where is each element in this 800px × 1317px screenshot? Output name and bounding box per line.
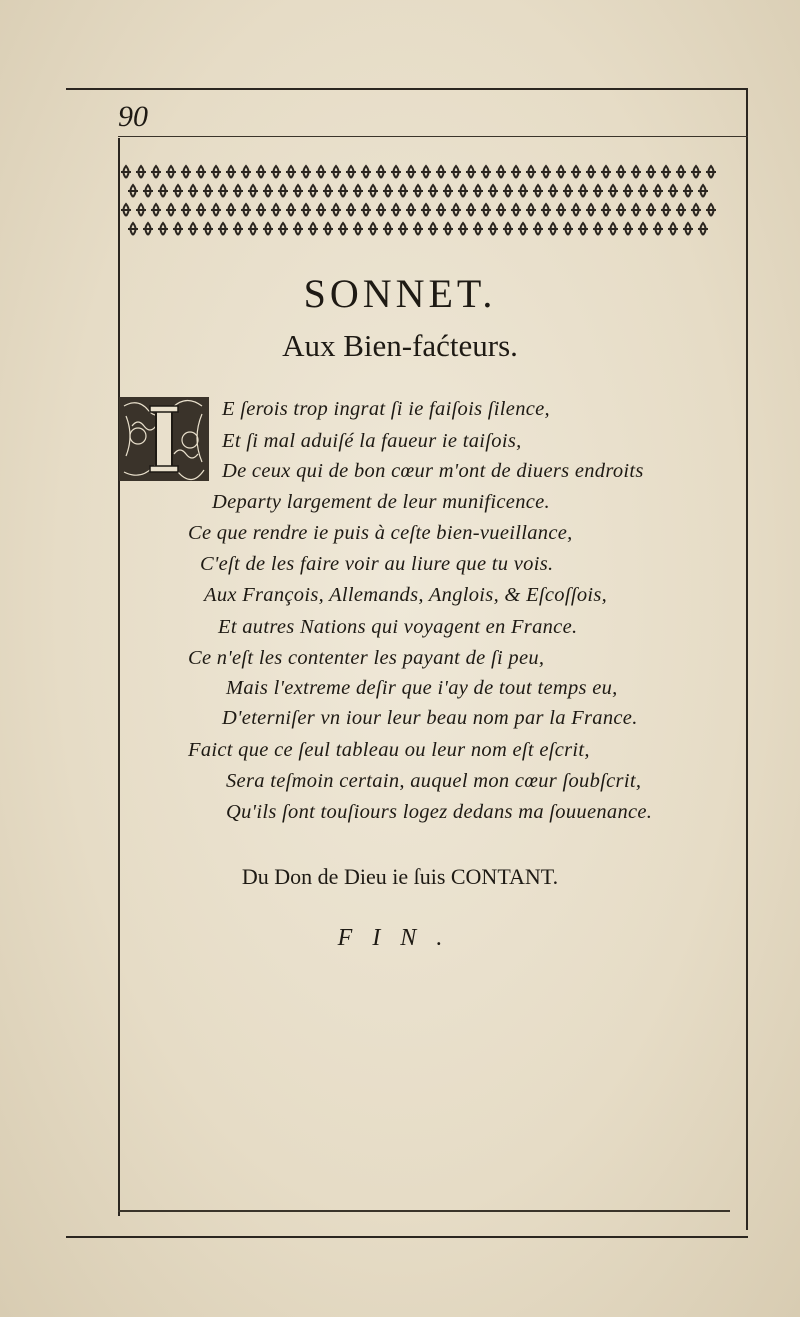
sonnet-line: Ce n'eſt les contenter les payant de ſi peu, <box>188 647 545 669</box>
sonnet-line: De ceux qui de bon cœur m'ont de diuers endroits <box>222 460 644 482</box>
frame-rule-top <box>118 136 748 137</box>
frame-rule-bottom <box>118 1210 730 1212</box>
page-title: SONNET. <box>303 271 497 316</box>
page-number: 90 <box>118 100 148 133</box>
end-mark: FIN. <box>337 925 463 951</box>
sonnet-line: Faict que ce ſeul tableau ou leur nom eſt eſcrit, <box>188 739 590 761</box>
sonnet-line: Et ſi mal aduiſé la faueur ie taiſois, <box>222 430 522 452</box>
sonnet-line: D'eterniſer vn iour leur beau nom par la France. <box>222 707 638 729</box>
sonnet-line: Qu'ils ſont touſiours logez dedans ma ſouuenance. <box>226 801 653 823</box>
sonnet-line: E ſerois trop ingrat ſi ie faiſois ſilence, <box>222 398 550 420</box>
motto: Du Don de Dieu ie ſuis CONTANT. <box>241 864 559 889</box>
page-subtitle: Aux Bien-faćteurs. <box>282 328 518 363</box>
sonnet-line: Aux François, Allemands, Anglois, & Eſcoſſois, <box>204 584 608 606</box>
sonnet-line: Departy largement de leur munificence. <box>212 491 550 513</box>
frame-rule-right <box>746 90 748 1230</box>
sonnet-line: C'eſt de les faire voir au liure que tu vois. <box>200 553 554 575</box>
sonnet-line: Sera teſmoin certain, auquel mon cœur ſoubſcrit, <box>226 770 642 792</box>
sonnet-line: Et autres Nations qui voyagent en France. <box>218 616 578 638</box>
ornate-initial-icon <box>118 396 210 482</box>
sonnet-line: Mais l'extreme deſir que i'ay de tout temps eu, <box>226 677 618 699</box>
fleuron-band-icon <box>120 160 720 240</box>
sonnet-line: Ce que rendre ie puis à ceſte bien-vueillance, <box>188 522 573 544</box>
